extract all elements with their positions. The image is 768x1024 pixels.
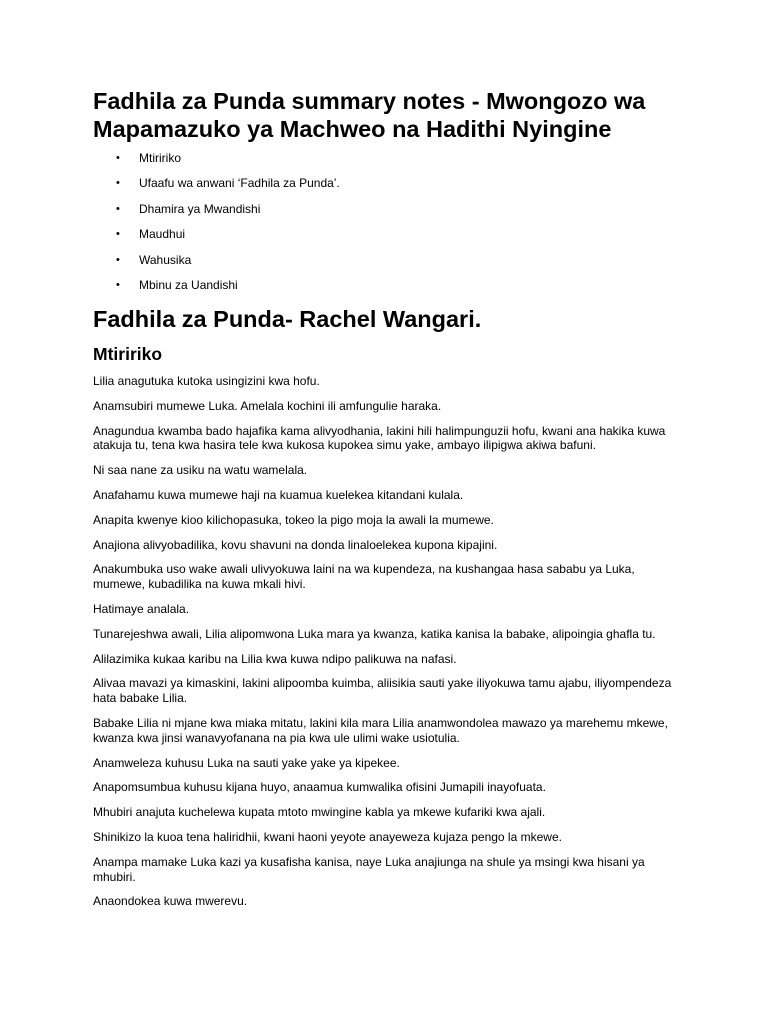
document-title: Fadhila za Punda summary notes - Mwongozo wa Mapamazuko ya Machweo na Hadithi Nyingine xyxy=(93,88,646,142)
bullet-icon: • xyxy=(116,177,120,190)
bullet-icon: • xyxy=(116,202,120,215)
paragraph: Anamsubiri mumewe Luka. Amelala kochini ili amfungulie haraka. xyxy=(93,398,442,413)
subsection-title: Mtiririko xyxy=(93,344,163,364)
paragraph: Hatimaye analala. xyxy=(93,601,190,616)
section-title: Fadhila za Punda- Rachel Wangari. xyxy=(93,306,482,332)
list-item-text: Wahusika xyxy=(139,252,192,267)
list-item xyxy=(93,223,340,248)
paragraph: Anampa mamake Luka kazi ya kusafisha kanisa, naye Luka anajiunga na shule ya msingi kwa hisani ya mhubiri. xyxy=(93,854,645,884)
summary-body xyxy=(93,374,683,919)
paragraph: Anagundua kwamba bado hajafika kama alivyodhania, lakini hili halimpunguzii hofu, kwani ana hakika kuwa atakuja tu, tena kwa hasira tele kwa kukosa kupokea simu yake, ambayo ilipigwa akiwa bafuni. xyxy=(93,423,666,453)
bullet-icon: • xyxy=(116,152,120,164)
paragraph: Anapomsumbua kuhusu kijana huyo, anaamua kumwalika ofisini Jumapili inayofuata. xyxy=(93,780,546,795)
bullet-icon: • xyxy=(116,278,120,291)
list-item xyxy=(93,198,340,223)
paragraph: Anamweleza kuhusu Luka na sauti yake yake ya kipekee. xyxy=(93,755,400,770)
list-item xyxy=(93,172,340,197)
paragraph: Anakumbuka uso wake awali ulivyokuwa laini na wa kupendeza, na kushangaa hasa sababu ya Luka, mumewe, kubadilika na kuwa mkali hivi. xyxy=(93,562,635,592)
paragraph: Alilazimika kukaa karibu na Lilia kwa kuwa ndipo palikuwa na nafasi. xyxy=(93,651,457,666)
paragraph: Babake Lilia ni mjane kwa miaka mitatu, lakini kila mara Lilia anamwondolea mawazo ya marehemu mkewe, kwanza kwa jinsi wanavyofanana na pia kwa ule ulimi wake usiotulia. xyxy=(93,715,668,745)
list-item-text: Ufaafu wa anwani ‘Fadhila za Punda’. xyxy=(139,176,340,191)
list-item-text: Maudhui xyxy=(139,227,186,242)
paragraph: Mhubiri anajuta kuchelewa kupata mtoto mwingine kabla ya mkewe kufariki kwa ajali. xyxy=(93,805,546,820)
paragraph: Anaondokea kuwa mwerevu. xyxy=(93,894,248,909)
list-item-text: Dhamira ya Mwandishi xyxy=(139,201,261,216)
bullet-icon: • xyxy=(116,253,120,266)
paragraph: Tunarejeshwa awali, Lilia alipomwona Luka mara ya kwanza, katika kanisa la babake, alipoingia ghafla tu. xyxy=(93,626,656,641)
list-item xyxy=(93,249,340,274)
list-item-text: Mtiririko xyxy=(139,151,181,165)
bullet-icon: • xyxy=(116,228,120,241)
summary-contents-list xyxy=(93,147,340,299)
paragraph: Lilia anagutuka kutoka usingizini kwa hofu. xyxy=(93,374,320,388)
paragraph: Anajiona alivyobadilika, kovu shavuni na donda linaloelekea kupona kipajini. xyxy=(93,537,498,552)
paragraph: Alivaa mavazi ya kimaskini, lakini alipoomba kuimba, aliisikia sauti yake iliyokuwa tamu ajabu, iliyompendeza hata babake Lilia. xyxy=(93,676,672,706)
paragraph: Ni saa nane za usiku na watu wamelala. xyxy=(93,463,308,478)
paragraph: Shinikizo la kuoa tena haliridhii, kwani haoni yeyote anayeweza kujaza pengo la mkewe. xyxy=(93,829,562,844)
list-item xyxy=(93,147,340,172)
paragraph: Anapita kwenye kioo kilichopasuka, tokeo la pigo moja la awali la mumewe. xyxy=(93,512,494,527)
list-item xyxy=(93,274,340,299)
list-item-text: Mbinu za Uandishi xyxy=(139,277,238,292)
paragraph: Anafahamu kuwa mumewe haji na kuamua kuelekea kitandani kulala. xyxy=(93,487,464,502)
